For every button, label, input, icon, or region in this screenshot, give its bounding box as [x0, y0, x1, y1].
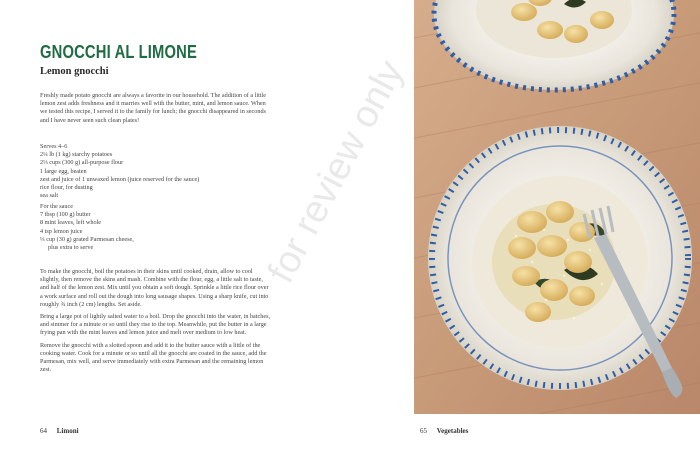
recipe-title: GNOCCHI AL LIMONE — [40, 42, 197, 62]
gnocchi-photo — [414, 0, 700, 414]
sauce-ingredient-item: 8 mint leaves, left whole — [40, 219, 101, 227]
page-number: 64 — [40, 427, 47, 435]
ingredient-item: rice flour, for dusting — [40, 184, 93, 192]
method-step: To make the gnocchi, boil the potatoes in their skins until cooked, drain, allow to cool slightly, then remove the skins and mash. Combine with the flour, egg, a little salt to taste, and half of the lemon zest. Mix until you obtain a soft dough. Sprinkle a little rice flour over a work surface and roll out the dough into long sausage shapes. Using a sharp knife, cut into roughly ¾ inch (2 cm) lengths. Set aside. — [40, 268, 269, 308]
ingredient-item: zest and juice of 1 unwaxed lemon (juice reserved for the sauce) — [40, 175, 200, 183]
sauce-ingredient-item: 7 tbsp (100 g) butter — [40, 211, 91, 219]
ingredient-item: 2¼ lb (1 kg) starchy potatoes — [40, 151, 113, 159]
section-name: Vegetables — [436, 427, 469, 435]
method-block — [40, 268, 272, 378]
left-folio — [40, 427, 79, 435]
review-watermark: for review only — [260, 53, 413, 290]
section-name: Limoni — [56, 427, 79, 435]
sauce-ingredient-item: 4 tsp lemon juice — [40, 227, 83, 235]
ingredient-item: 1 large egg, beaten — [40, 167, 87, 175]
method-step: Bring a large pot of lightly salted water to a boil. Drop the gnocchi into the water, in batches, and simmer for a minute or so until they rise to the top. Meanwhile, put the butter in a large frying pan with the mint leaves and lemon juice and melt over medium to low heat. — [40, 313, 271, 337]
right-folio — [420, 427, 468, 435]
sauce-heading: For the sauce — [40, 203, 73, 210]
recipe-subtitle: Lemon gnocchi — [40, 66, 109, 77]
right-page — [414, 0, 700, 456]
sauce-ingredient-item: ⅓ cup (30 g) grated Parmesan cheese, — [40, 235, 134, 243]
sauce-block — [40, 203, 260, 252]
ingredients-block — [40, 143, 260, 200]
sauce-ingredient-item: plus extra to serve — [48, 244, 94, 252]
serves-line: Serves 4–6 — [40, 143, 68, 150]
ingredient-item: 2⅓ cups (300 g) all-purpose flour — [40, 159, 124, 167]
method-step: Remove the gnocchi with a slotted spoon and add it to the butter sauce with a little of the cooking water. Cook for a minute or so until all the gnocchi are coated in the sauce, add the Parmesan, mix well, and serve immediately with extra Parmesan and the remaining lemon zest. — [40, 341, 267, 374]
page-number: 65 — [420, 427, 427, 435]
intro-paragraph: Freshly made potato gnocchi are always a favorite in our household. The addition of a little lemon zest adds freshness and it marries well with the butter, mint, and lemon sauce. When we tested this recipe, I served it to the family for lunch; the gnocchi disappeared in seconds and I have never seen such clean plates! — [40, 92, 267, 124]
ingredient-item: sea salt — [40, 192, 59, 200]
